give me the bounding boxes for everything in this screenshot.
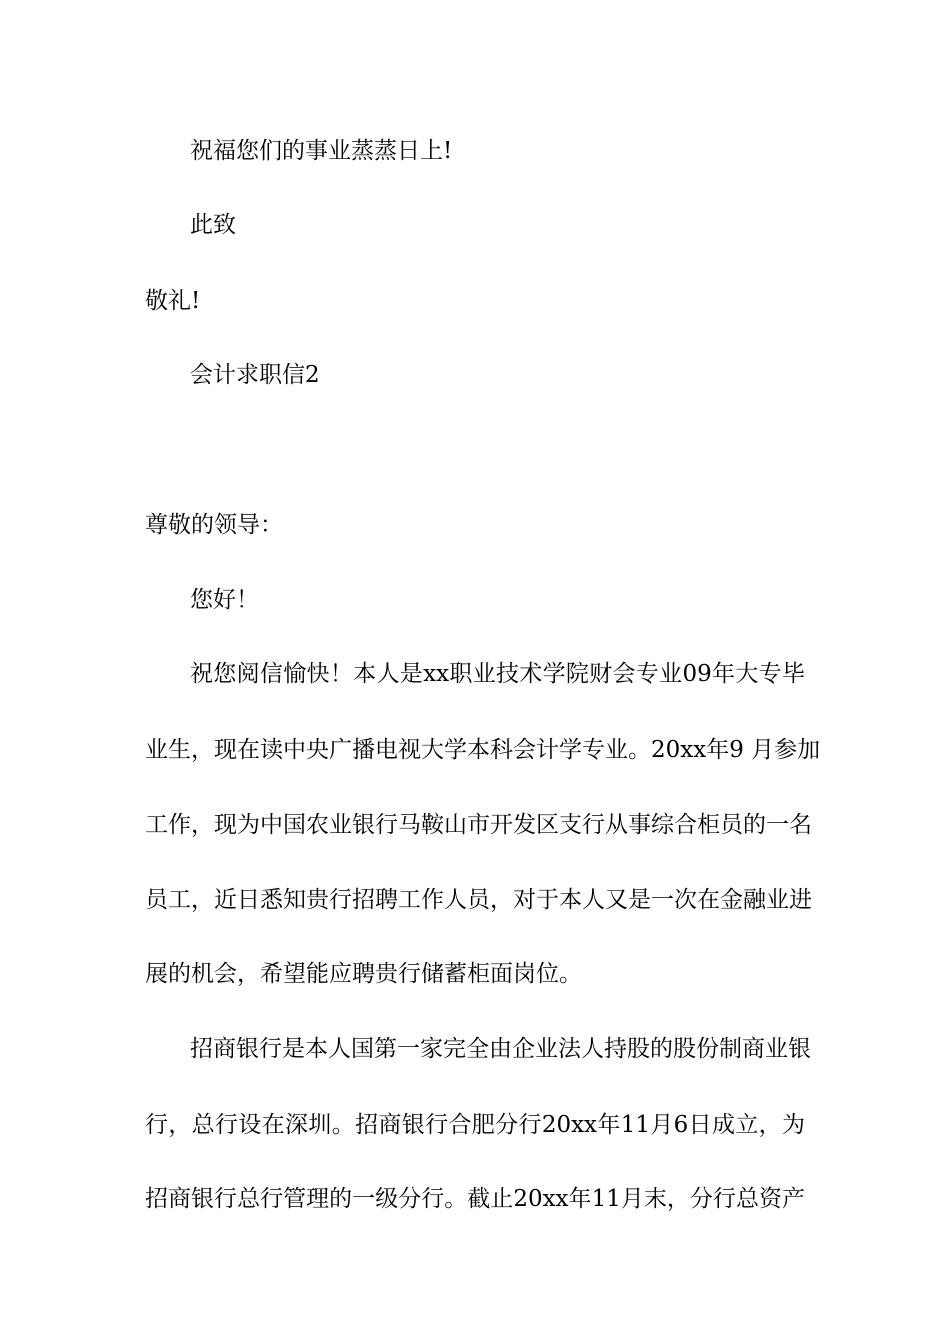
paragraph-1-line-3: 工作，现为中国农业银行马鞍山市开发区支行从事综合柜员的一名 xyxy=(145,812,812,838)
closing-wishes: 祝福您们的事业蒸蒸日上! xyxy=(190,138,453,164)
paragraph-2-line-2: 行，总行设在深圳。招商银行合肥分行20xx年11月6日成立，为 xyxy=(145,1112,805,1138)
closing-salutation: 此致 xyxy=(190,212,236,238)
closing-regards: 敬礼! xyxy=(145,288,201,314)
letter-greeting: 尊敬的领导： xyxy=(145,512,283,538)
paragraph-2-line-1: 招商银行是本人国第一家完全由企业法人持股的股份制商业银 xyxy=(190,1036,811,1062)
section-heading: 会计求职信2 xyxy=(190,362,320,388)
paragraph-1-line-2: 业生，现在读中央广播电视大学本科会计学专业。20xx年9 月参加 xyxy=(145,737,821,763)
paragraph-1-line-1: 祝您阅信愉快！本人是xx职业技术学院财会专业09年大专毕 xyxy=(190,661,805,687)
paragraph-1-line-4: 员工，近日悉知贵行招聘工作人员，对于本人又是一次在金融业进 xyxy=(145,887,812,913)
paragraph-2-line-3: 招商银行总行管理的一级分行。截止20xx年11月末，分行总资产 xyxy=(145,1186,805,1212)
paragraph-1-line-5: 展的机会，希望能应聘贵行储蓄柜面岗位。 xyxy=(145,961,582,987)
letter-hello: 您好！ xyxy=(190,587,259,613)
